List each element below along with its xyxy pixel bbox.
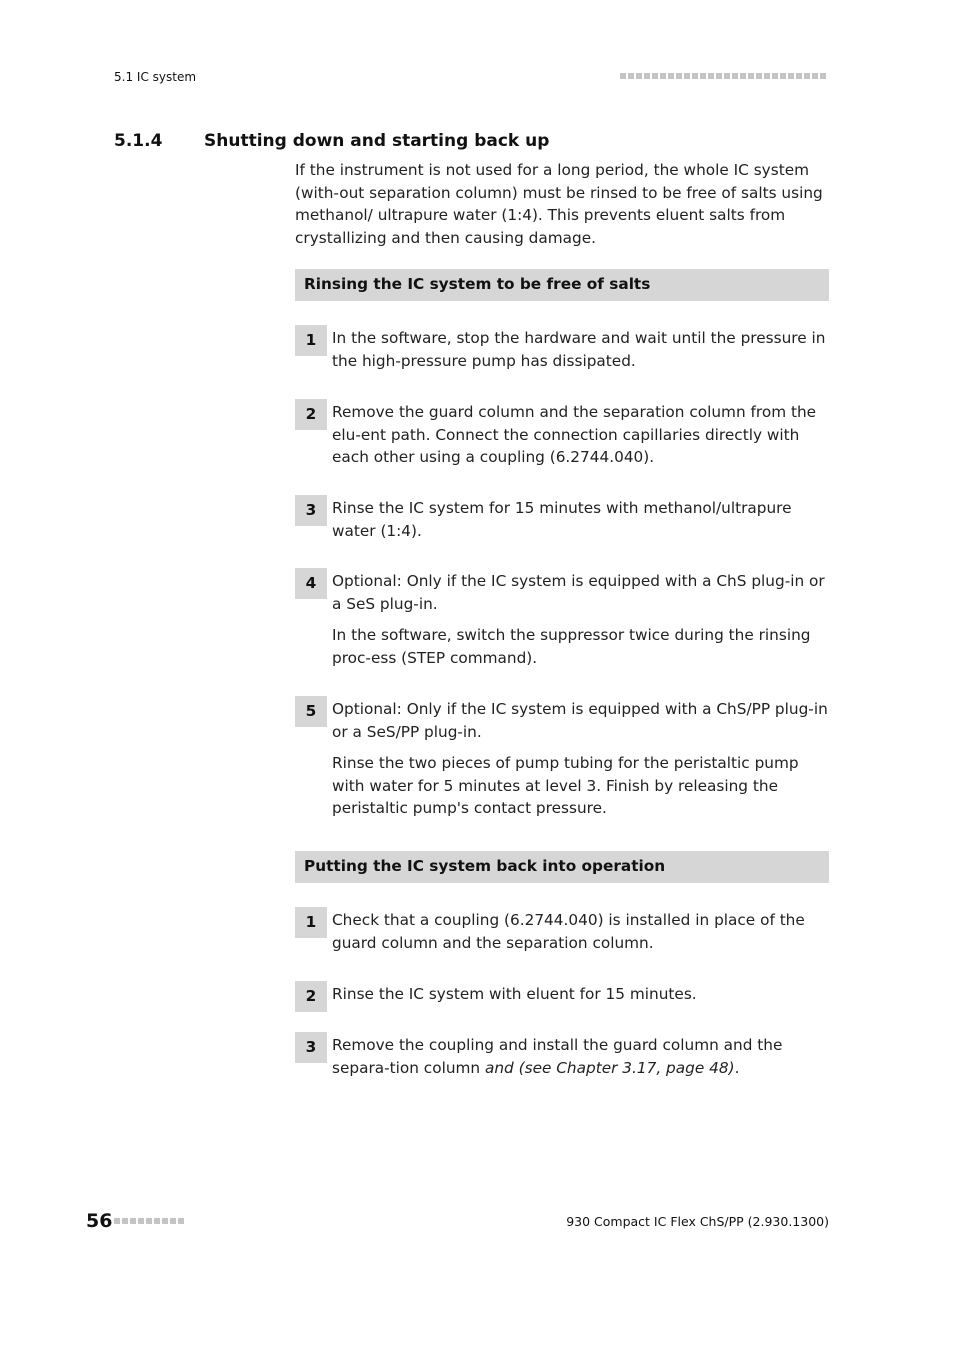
step-text [332,1034,830,1079]
rinsing-step [295,696,830,829]
step-text-end: . [734,1058,740,1077]
section-heading [114,131,549,151]
page-number: 56 [86,1210,113,1232]
step-text: Optional: Only if the IC system is equipped with a ChS plug-in or a SeS plug-in. [332,572,825,613]
step-text-main: Remove the coupling and install the guard column and the separa-tion column [332,1036,783,1077]
step-number: 4 [295,568,327,599]
step-text: In the software, stop the hardware and wait until the pressure in the high-pressure pump has dissipated. [332,329,826,370]
step-text: Optional: Only if the IC system is equipped with a ChS/PP plug-in or a SeS/PP plug-in. [332,700,828,741]
step-text: Rinse the IC system for 15 minutes with methanol/ultrapure water (1:4). [332,499,792,540]
operation-title-bar: Putting the IC system back into operation [295,851,829,883]
rinsing-step [295,495,830,551]
section-number: 5.1.4 [114,131,163,151]
step-number: 5 [295,696,327,727]
operation-step [295,1032,830,1088]
header-decoration [620,73,826,79]
running-header-section: 5.1 IC system [114,70,197,84]
footer-product: 930 Compact IC Flex ChS/PP (2.930.1300) [566,1214,829,1229]
step-number: 3 [295,1032,327,1063]
section-title: Shutting down and starting back up [204,131,550,151]
operation-step [295,907,830,963]
step-number: 2 [295,981,327,1012]
step-number: 1 [295,907,327,938]
footer-decoration [114,1218,184,1224]
step-number: 2 [295,399,327,430]
step-number: 3 [295,495,327,526]
step-text: Check that a coupling (6.2744.040) is installed in place of the guard column and the separation column. [332,911,805,952]
step-text: Rinse the IC system with eluent for 15 minutes. [332,985,697,1003]
rinsing-step [295,399,830,478]
intro-paragraph: If the instrument is not used for a long period, the whole IC system (with-out separation column) must be rinsed to be free of salts using methanol/ ultrapure water (1:4). This prevents eluent salts from crystallizing and then causing damage. [295,161,823,247]
rinsing-step [295,568,830,678]
step-text: Remove the guard column and the separation column from the elu-ent path. Connect the connection capillaries directly with each other using a coupling (6.2744.040). [332,403,817,466]
step-text: Rinse the two pieces of pump tubing for the peristaltic pump with water for 5 minutes at level 3. Finish by releasing the peristaltic pump's contact pressure. [332,754,799,817]
rinsing-title-bar: Rinsing the IC system to be free of salts [295,269,829,301]
operation-step [295,981,830,1015]
step-text: In the software, switch the suppressor twice during the rinsing proc-ess (STEP command). [332,626,811,667]
cross-reference-link[interactable]: and (see Chapter 3.17, page 48) [484,1058,735,1077]
step-number: 1 [295,325,327,356]
rinsing-step [295,325,830,381]
